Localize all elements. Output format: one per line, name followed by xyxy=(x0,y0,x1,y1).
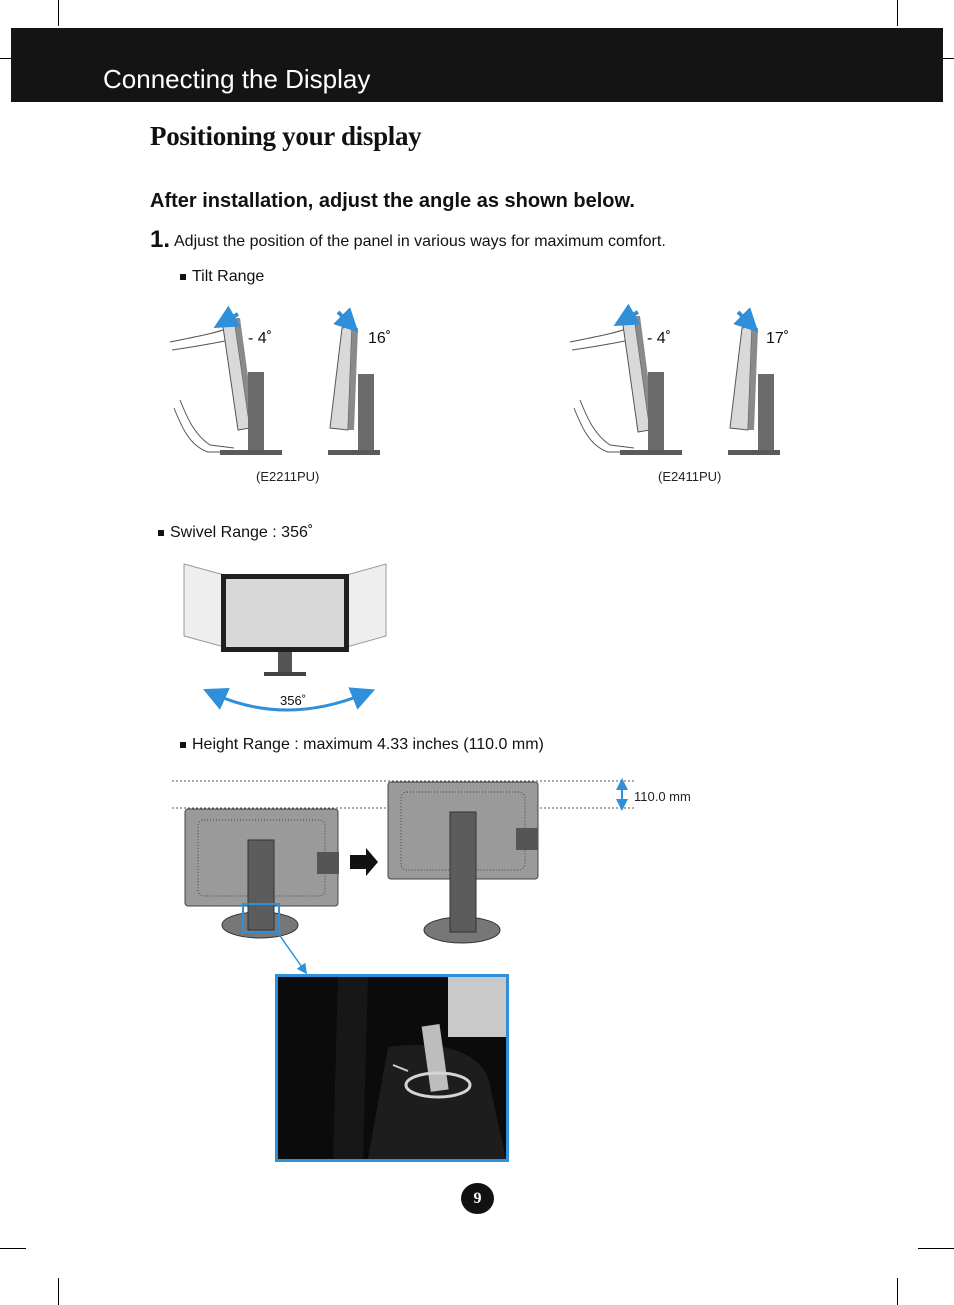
height-range-text: Height Range : maximum 4.33 inches (110.0 mm) xyxy=(192,736,544,753)
bullet-square-icon xyxy=(158,530,164,536)
swivel-range-label xyxy=(158,524,313,542)
subheading: After installation, adjust the angle as shown below. xyxy=(150,190,635,212)
crop-mark xyxy=(918,1248,954,1249)
tilt-back-angle-b: - 4˚ xyxy=(647,330,671,347)
stand-lock-pin-image xyxy=(278,977,506,1159)
step-text: Adjust the position of the panel in various ways for maximum comfort. xyxy=(174,233,666,250)
height-illustration xyxy=(170,770,710,975)
stand-lock-pin-photo xyxy=(275,974,509,1162)
page-number: 9 xyxy=(461,1183,494,1214)
height-measure-label: 110.0 mm xyxy=(634,789,691,804)
crop-mark xyxy=(897,0,898,26)
swivel-illustration xyxy=(178,560,393,720)
tilt-range-text: Tilt Range xyxy=(192,268,265,285)
model-label-e2211pu: (E2211PU) xyxy=(256,469,320,484)
height-range-label xyxy=(180,736,544,754)
bullet-square-icon xyxy=(180,274,186,280)
swivel-range-text: Swivel Range : 356˚ xyxy=(170,524,314,541)
page-heading: Positioning your display xyxy=(150,121,422,151)
section-title: Connecting the Display xyxy=(103,64,371,94)
crop-mark xyxy=(58,0,59,26)
bullet-square-icon xyxy=(180,742,186,748)
tilt-forward-angle-a: 16˚ xyxy=(368,330,392,347)
tilt-back-angle-a: - 4˚ xyxy=(248,330,272,347)
swivel-angle-label: 356˚ xyxy=(280,693,307,708)
crop-mark xyxy=(58,1278,59,1305)
tilt-forward-angle-b: 17˚ xyxy=(766,330,790,347)
crop-mark xyxy=(897,1278,898,1305)
tilt-range-label xyxy=(180,268,264,286)
tilt-illustration xyxy=(160,300,820,465)
step-number: 1. xyxy=(150,226,171,253)
crop-mark xyxy=(0,1248,26,1249)
model-label-e2411pu: (E2411PU) xyxy=(658,469,722,484)
